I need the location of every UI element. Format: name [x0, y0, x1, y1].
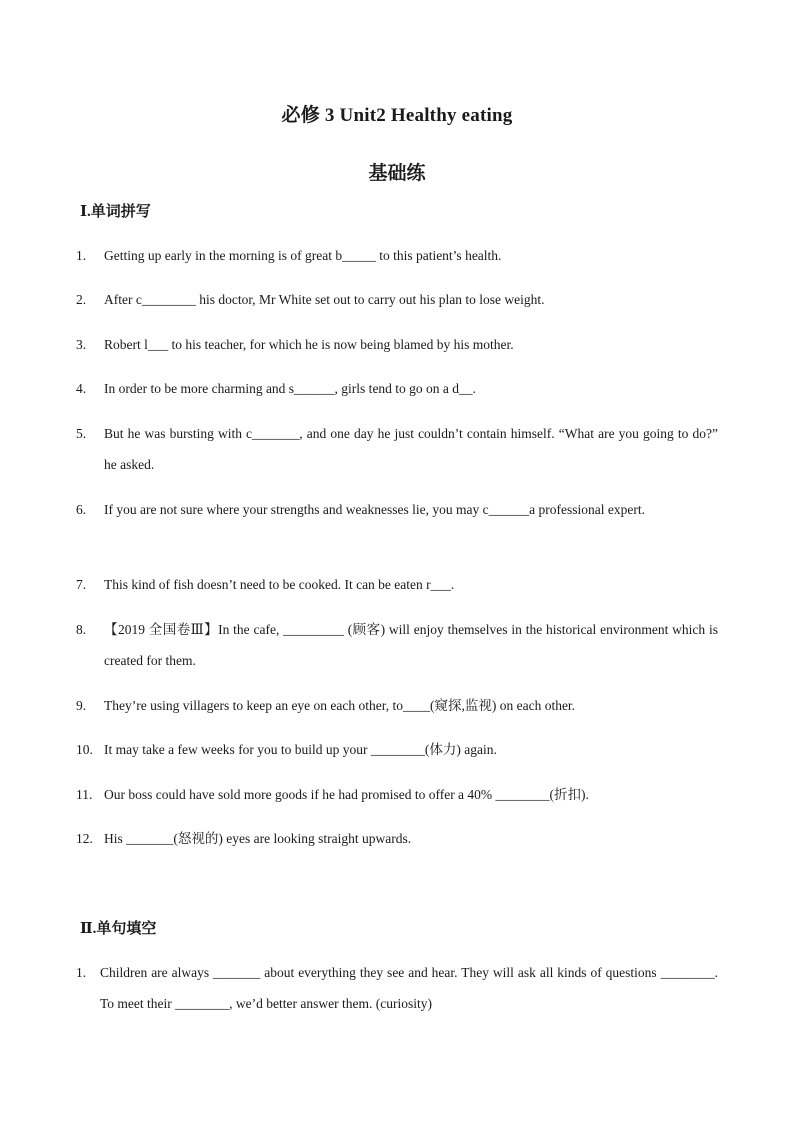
item-text: His _______(怒视的) eyes are looking straight upwards.	[104, 831, 412, 846]
list-item	[76, 823, 718, 854]
item-number: 7.	[76, 577, 87, 592]
list-item	[76, 957, 718, 1019]
item-number: 1.	[76, 965, 87, 980]
item-text: They’re using villagers to keep an eye on each other, to____(窥探,监视) on each other.	[104, 698, 576, 713]
list-item	[76, 418, 718, 480]
list-item	[76, 779, 718, 810]
item-text: It may take a few weeks for you to build up your ________(体力) again.	[104, 742, 497, 757]
list-item	[76, 734, 718, 765]
item-number: 3.	[76, 337, 87, 352]
item-text: After c________ his doctor, Mr White set out to carry out his plan to lose weight.	[104, 292, 545, 307]
list-item	[76, 569, 718, 600]
item-number: 12.	[76, 831, 93, 846]
item-number: 5.	[76, 426, 87, 441]
section-heading-word-spelling: Ⅰ.单词拼写	[80, 204, 151, 220]
page-subtitle: 基础练	[368, 163, 426, 184]
item-number: 6.	[76, 502, 87, 517]
list-item	[76, 284, 718, 315]
page-title: 必修 3 Unit2 Healthy eating	[281, 105, 513, 126]
item-text: But he was bursting with c_______, and one day he just couldn’t contain himself. “What are you going to do?” he asked.	[104, 426, 718, 472]
item-number: 1.	[76, 248, 87, 263]
item-number: 10.	[76, 742, 93, 757]
item-text: Our boss could have sold more goods if he had promised to offer a 40% ________(折扣).	[104, 787, 589, 802]
list-item	[76, 614, 718, 676]
item-text: This kind of fish doesn’t need to be cooked. It can be eaten r___.	[104, 577, 455, 592]
item-number: 11.	[76, 787, 93, 802]
item-text: Children are always _______ about everything they see and hear. They will ask all kinds of questions ________. To meet their ________, we’d better answer them. (curiosity)	[100, 965, 718, 1011]
list-item	[76, 690, 718, 721]
list-item	[76, 373, 718, 404]
item-number: 4.	[76, 381, 87, 396]
list-item	[76, 329, 718, 360]
item-number: 9.	[76, 698, 87, 713]
section-heading-sentence-fill: Ⅱ.单句填空	[80, 921, 157, 937]
item-number: 8.	[76, 622, 87, 637]
item-text: If you are not sure where your strengths and weaknesses lie, you may c______a professional expert.	[104, 502, 645, 517]
item-text: Getting up early in the morning is of great b_____ to this patient’s health.	[104, 248, 502, 263]
item-text: 【2019 全国卷Ⅲ】In the cafe, _________ (顾客) will enjoy themselves in the historical environment which is created for them.	[104, 622, 718, 668]
item-number: 2.	[76, 292, 87, 307]
item-text: In order to be more charming and s______, girls tend to go on a d__.	[104, 381, 476, 396]
list-item	[76, 240, 718, 271]
item-text: Robert l___ to his teacher, for which he is now being blamed by his mother.	[104, 337, 514, 352]
list-item	[76, 494, 718, 525]
